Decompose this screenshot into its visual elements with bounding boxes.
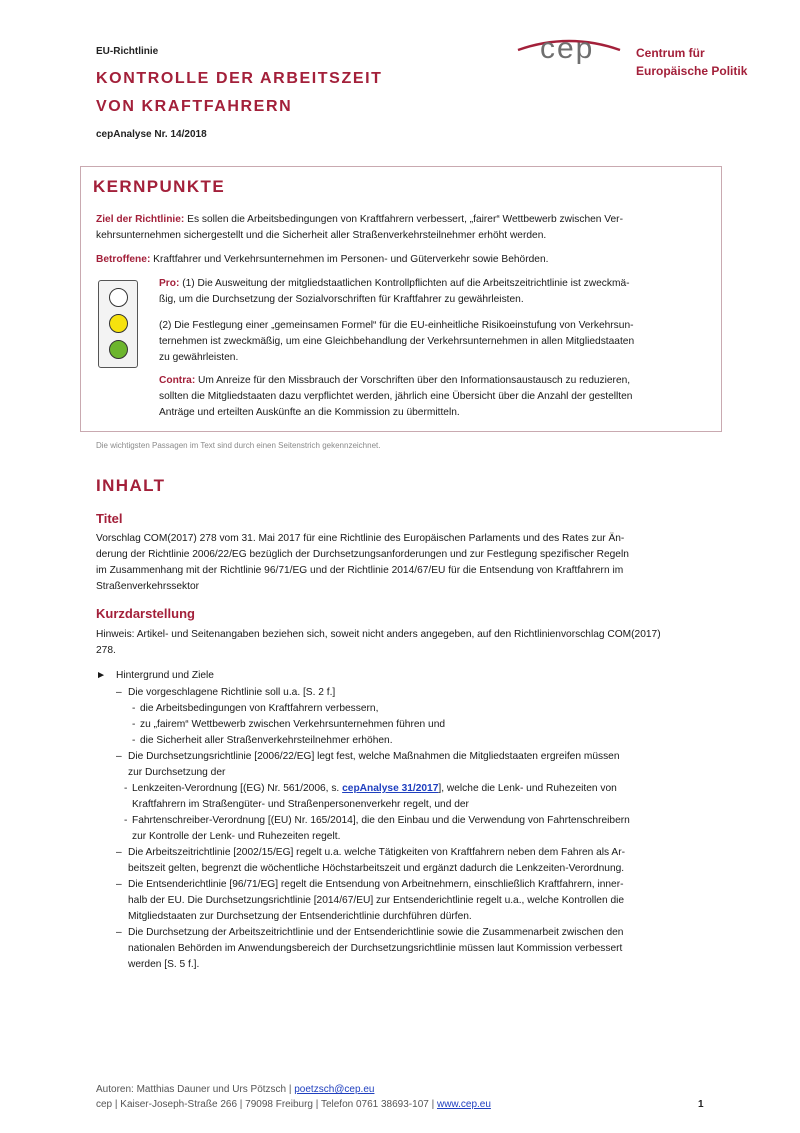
contra-label: Contra: xyxy=(159,375,196,386)
pro-1-line-1 xyxy=(159,276,712,292)
bullet-1b: zu „fairem“ Wettbewerb zwischen Verkehrsunternehmen führen und xyxy=(140,719,446,730)
titel-heading: Titel xyxy=(96,511,123,526)
logo-organisation-name xyxy=(636,44,747,80)
pro-2-line-3: zu gewährleisten. xyxy=(159,352,239,363)
dash-marker: – xyxy=(116,687,122,698)
ziel-text: Es sollen die Arbeitsbedingungen von Kraftfahrern verbessert, „fairer“ Wettbewerb zwischen Ver- xyxy=(184,214,623,225)
traffic-light-icon xyxy=(98,280,138,368)
dash-marker: – xyxy=(116,751,122,762)
dot-marker: - xyxy=(132,735,136,746)
dot-marker: - xyxy=(124,783,128,794)
marking-note: Die wichtigsten Passagen im Text sind durch einen Seitenstrich gekennzeichnet. xyxy=(96,441,381,450)
titel-line-3: im Zusammenhang mit der Richtlinie 96/71/EG und der Richtlinie 2014/67/EU für die Entsendung von Kraftfahrern im xyxy=(96,565,624,576)
pro-2-line-1: (2) Die Festlegung einer „gemeinsamen Formel“ für die EU-einheitliche Risikoeinstufung von Verkehrsun- xyxy=(159,320,634,331)
contra-line-1 xyxy=(159,373,712,389)
cep-analyse-link[interactable]: cepAnalyse 31/2017 xyxy=(342,783,439,794)
hinweis-line-1: Hinweis: Artikel- und Seitenangaben beziehen sich, soweit nicht anders angegeben, auf den Richtlinienvorschlag COM(2017) xyxy=(96,629,661,640)
ziel-line-2: kehrsunternehmen sichergestellt und die Sicherheit aller Straßenverkehrsteilnehmer erhöht werden. xyxy=(96,230,547,241)
traffic-light-bottom xyxy=(109,340,128,359)
bullet-2a-line-2: Kraftfahrern im Straßengüter- und Straßenpersonenverkehr regelt, und der xyxy=(132,799,469,810)
betroffene-line xyxy=(96,252,712,268)
page-number: 1 xyxy=(698,1099,704,1110)
dot-marker: - xyxy=(124,815,128,826)
dot-marker: - xyxy=(132,703,136,714)
logo-name-line-1: Centrum für xyxy=(636,46,705,60)
pro-2-line-2: ternehmen ist zweckmäßig, um eine Gleichbehandlung der Verkehrsunternehmen in allen Mitgliedstaaten xyxy=(159,336,635,347)
footer-authors-text: Autoren: Matthias Dauner und Urs Pötzsch | xyxy=(96,1084,295,1095)
document-type: EU-Richtlinie xyxy=(96,46,159,57)
website-link[interactable]: www.cep.eu xyxy=(436,1099,491,1110)
dash-marker: – xyxy=(116,847,122,858)
footer-address xyxy=(96,1097,491,1113)
kernpunkte-title: KERNPUNKTE xyxy=(93,177,226,196)
pro-1-text: (1) Die Ausweitung der mitgliedstaatlichen Kontrollpflichten auf die Arbeitszeitrichtlinie ist zweckmä- xyxy=(179,278,630,289)
betroffene-text: Kraftfahrer und Verkehrsunternehmen im Personen- und Güterverkehr sowie Behörden. xyxy=(150,254,549,265)
bullet-1: Die vorgeschlagene Richtlinie soll u.a. [S. 2 f.] xyxy=(128,687,336,698)
document-title-line-1: KONTROLLE DER ARBEITSZEIT xyxy=(96,70,383,87)
author-email-link[interactable]: poetzsch@cep.eu xyxy=(294,1084,375,1095)
titel-line-2: derung der Richtlinie 2006/22/EG bezüglich der Durchsetzungsanforderungen und zur Festlegung spezifischer Regeln xyxy=(96,549,629,560)
titel-line-1: Vorschlag COM(2017) 278 vom 31. Mai 2017 für eine Richtlinie des Europäischen Parlaments und des Rates zur Än- xyxy=(96,533,625,544)
bullet-3-line-1: Die Arbeitszeitrichtlinie [2002/15/EG] regelt u.a. welche Tätigkeiten von Kraftfahrern neben dem Fahren als Ar- xyxy=(128,847,626,858)
traffic-light-middle xyxy=(109,314,128,333)
bullet-5-line-1: Die Durchsetzung der Arbeitszeitrichtlinie und der Entsenderichtlinie sowie die Zusammenarbeit zwischen den xyxy=(128,927,624,938)
contra-line-2: sollten die Mitgliedstaaten dazu verpflichtet werden, jährlich eine Übersicht über die Anzahl der gestellten xyxy=(159,391,633,402)
logo-wordmark: cep xyxy=(540,32,595,65)
dash-marker: – xyxy=(116,879,122,890)
logo-name-line-2: Europäische Politik xyxy=(636,64,748,78)
hintergrund-heading: Hintergrund und Ziele xyxy=(116,670,214,681)
bullet-2a-pre: Lenkzeiten-Verordnung [(EG) Nr. 561/2006, s. xyxy=(132,783,343,794)
bullet-2-line-1: Die Durchsetzungsrichtlinie [2006/22/EG] legt fest, welche Maßnahmen die Mitgliedstaaten ergreifen müssen xyxy=(128,751,620,762)
dash-marker: – xyxy=(116,927,122,938)
dot-marker: - xyxy=(132,719,136,730)
footer-authors xyxy=(96,1082,374,1098)
contra-text: Um Anreize für den Missbrauch der Vorschriften über den Informationsaustausch zu reduzieren, xyxy=(195,375,631,386)
betroffene-label: Betroffene: xyxy=(96,254,151,265)
bullet-1a: die Arbeitsbedingungen von Kraftfahrern verbessern, xyxy=(140,703,379,714)
pro-1-line-2: ßig, um die Durchsetzung der Sozialvorschriften für Kraftfahrer zu gewährleisten. xyxy=(159,294,524,305)
bullet-3-line-2: beitszeit gelten, begrenzt die wöchentliche Höchstarbeitszeit und ergänzt dadurch die Lenkzeiten-Verordnung. xyxy=(128,863,625,874)
bullet-2b-line-2: zur Kontrolle der Lenk- und Ruhezeiten regelt. xyxy=(132,831,341,842)
titel-line-4: Straßenverkehrssektor xyxy=(96,581,200,592)
hinweis-line-2: 278. xyxy=(96,645,116,656)
bullet-2a-post: ], welche die Lenk- und Ruhezeiten von xyxy=(438,783,617,794)
pro-label: Pro: xyxy=(159,278,180,289)
ziel-line-1 xyxy=(96,212,712,228)
bullet-4-line-2: halb der EU. Die Durchsetzungsrichtlinie [2014/67/EU] zur Entsenderichtlinie regelt u.a., welche Kontrollen die xyxy=(128,895,625,906)
bullet-2-line-2: zur Durchsetzung der xyxy=(128,767,226,778)
bullet-2b-line-1: Fahrtenschreiber-Verordnung [(EU) Nr. 165/2014], die den Einbau und die Verwendung von Fahrtenschreibern xyxy=(132,815,630,826)
contra-line-3: Anträge und erteilten Auskünfte an die Kommission zu übermitteln. xyxy=(159,407,460,418)
ziel-label: Ziel der Richtlinie: xyxy=(96,214,185,225)
analysis-number: cepAnalyse Nr. 14/2018 xyxy=(96,129,207,140)
bullet-2a-line-1 xyxy=(132,781,704,797)
bullet-marker-icon: ► xyxy=(96,670,107,681)
footer-address-text: cep | Kaiser-Joseph-Straße 266 | 79098 Freiburg | Telefon 0761 38693-107 | xyxy=(96,1099,437,1110)
bullet-1c: die Sicherheit aller Straßenverkehrsteilnehmer erhöhen. xyxy=(140,735,393,746)
kurzdarstellung-heading: Kurzdarstellung xyxy=(96,606,195,621)
bullet-5-line-2: nationalen Behörden im Anwendungsbereich der Durchsetzungsrichtlinie müssen laut Kommission verbessert xyxy=(128,943,623,954)
bullet-5-line-3: werden [S. 5 f.]. xyxy=(128,959,200,970)
inhalt-title: INHALT xyxy=(96,476,166,495)
document-title-line-2: VON KRAFTFAHRERN xyxy=(96,98,293,115)
bullet-4-line-1: Die Entsenderichtlinie [96/71/EG] regelt die Entsendung von Arbeitnehmern, einschließlich Kraftfahrern, inner- xyxy=(128,879,624,890)
cep-logo xyxy=(512,32,762,88)
bullet-4-line-3: Mitgliedstaaten zur Durchsetzung der Entsenderichtlinie durchführen dürfen. xyxy=(128,911,472,922)
traffic-light-top xyxy=(109,288,128,307)
